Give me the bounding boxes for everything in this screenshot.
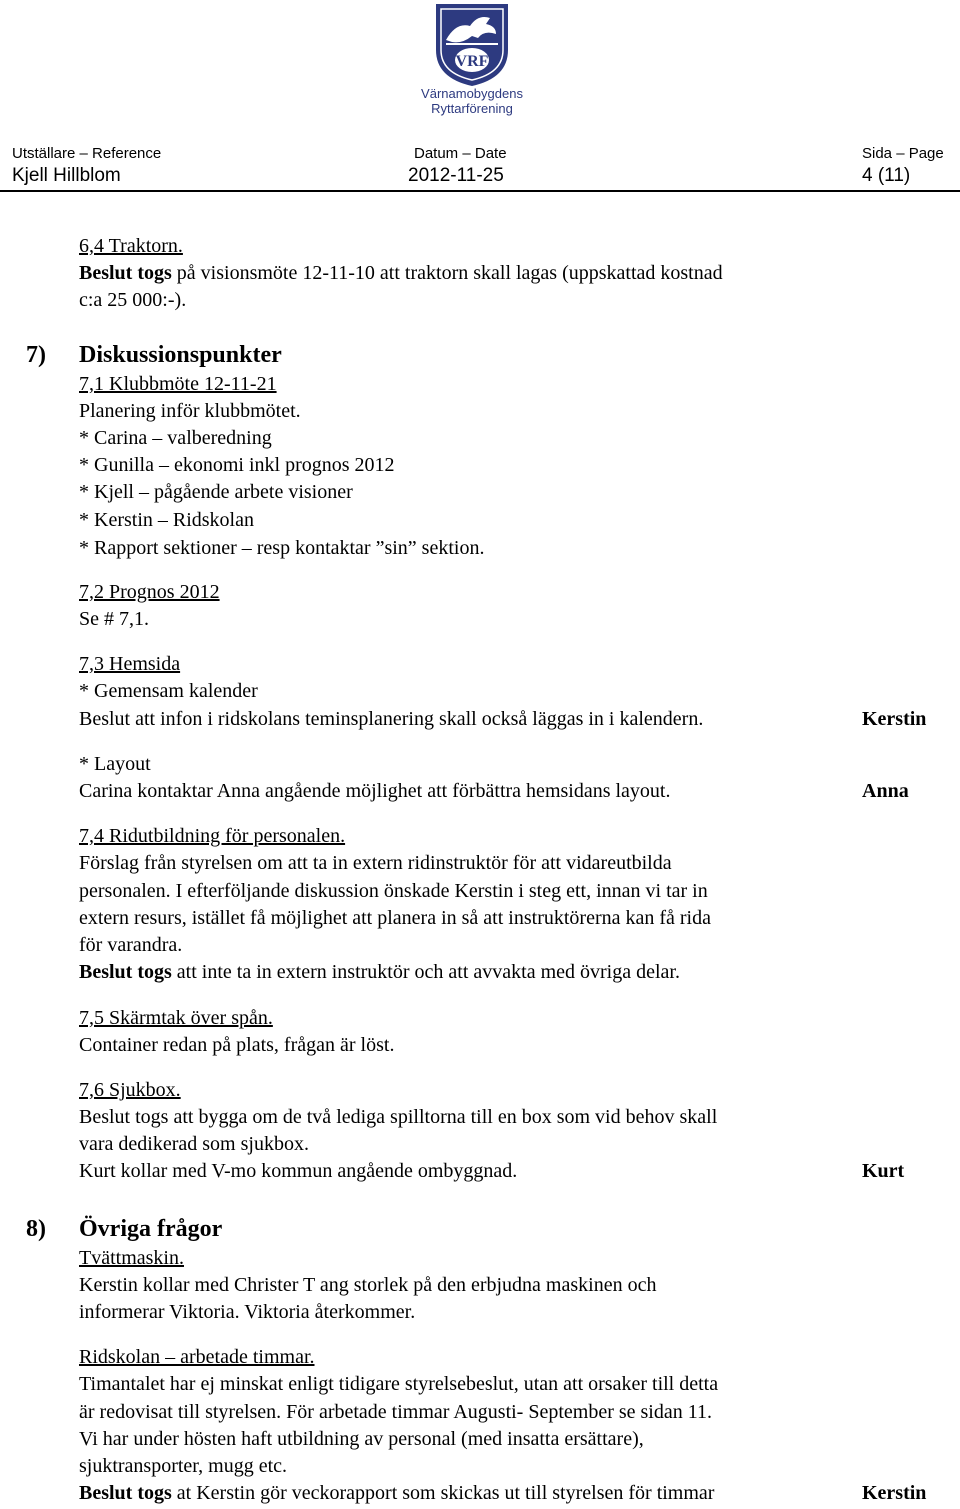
logo-name-line2: Ryttarförening [431,101,513,116]
s71-line: * Kerstin – Ridskolan [79,509,254,531]
section8-number: 8) [26,1216,46,1242]
section7-number: 7) [26,342,46,368]
s72-title: 7,2 Prognos 2012 [79,581,220,603]
s74-decision-rest: att inte ta in extern instruktör och att avvakta med övriga delar. [171,961,680,983]
s73-text2: Carina kontaktar Anna angående möjlighet att förbättra hemsidans layout. [79,780,671,802]
page-label: Sida – Page [862,145,944,162]
s71-line: * Rapport sektioner – resp kontaktar ”sin” sektion. [79,537,485,559]
club-logo [412,0,532,125]
responsible-kurt: Kurt [862,1160,905,1182]
s71-title: 7,1 Klubbmöte 12-11-21 [79,373,277,395]
s74-line: extern resurs, istället få möjlighet att planera in så att instruktörerna kan få rida [79,907,711,929]
s64-line2: c:a 25 000:-). [79,289,187,311]
s74-line: personalen. I efterföljande diskussion önskade Kerstin i steg ett, innan vi tar in [79,880,708,902]
s74-line: för varandra. [79,934,183,956]
s64-title: 6,4 Traktorn. [79,235,183,257]
responsible-kerstin-2: Kerstin [862,1482,927,1504]
s73-item2: * Layout [79,753,151,775]
issuer-value: Kjell Hillblom [12,165,121,186]
s82-line: Vi har under hösten haft utbildning av personal (med insatta ersättare), [79,1428,644,1450]
s75-text: Container redan på plats, frågan är löst. [79,1034,395,1056]
s64-line1-rest: på visionsmöte 12-11-10 att traktorn skall lagas (uppskattad kostnad [171,262,723,284]
s81-line: Kerstin kollar med Christer T ang storlek på den erbjudna maskinen och [79,1274,657,1296]
s73-title: 7,3 Hemsida [79,653,181,675]
s76-line: Kurt kollar med V-mo kommun angående ombyggnad. [79,1160,518,1182]
s74-line: Förslag från styrelsen om att ta in extern ridinstruktör för att vidareutbilda [79,852,672,874]
s82-decision-rest: at Kerstin gör veckorapport som skickas ut till styrelsen för timmar [171,1482,715,1504]
s71-line: * Kjell – pågående arbete visioner [79,481,353,503]
s82-line: sjuktransporter, mugg etc. [79,1455,288,1477]
logo-monogram: VRF [455,53,489,70]
s73-item1: * Gemensam kalender [79,680,258,702]
header-divider [0,190,960,192]
s71-line: * Carina – valberedning [79,427,272,449]
s74-decision-bold: Beslut togs [79,961,172,983]
s71-line: Planering inför klubbmötet. [79,400,301,422]
s82-line: Timantalet har ej minskat enligt tidigare styrelsebeslut, utan att orsaker till detta [79,1373,719,1395]
s82-line: är redovisat till styrelsen. För arbetade timmar Augusti- September se sidan 11. [79,1401,712,1423]
s82-decision [79,1482,714,1504]
s64-line1 [79,262,723,284]
s76-line: vara dedikerad som sjukbox. [79,1133,309,1155]
s81-title: Tvättmaskin. [79,1247,184,1269]
section7-title: Diskussionspunkter [79,342,282,368]
s76-line: Beslut togs att bygga om de två lediga spilltorna till en box som vid behov skall [79,1106,718,1128]
s75-title: 7,5 Skärmtak över spån. [79,1007,273,1029]
page-value: 4 (11) [862,165,911,186]
s82-decision-bold: Beslut togs [79,1482,172,1504]
section8-title: Övriga frågor [79,1216,223,1242]
s74-title: 7,4 Ridutbildning för personalen. [79,825,346,847]
date-value: 2012-11-25 [408,165,504,186]
s72-text: Se # 7,1. [79,608,149,630]
s73-text1: Beslut att infon i ridskolans teminsplanering skall också läggas in i kalendern. [79,708,704,730]
s64-decision-bold: Beslut togs [79,262,172,284]
s74-decision [79,961,680,983]
issuer-label: Utställare – Reference [12,145,162,162]
s76-title: 7,6 Sjukbox. [79,1079,181,1101]
responsible-anna: Anna [862,780,909,802]
s71-line: * Gunilla – ekonomi inkl prognos 2012 [79,454,395,476]
s82-title: Ridskolan – arbetade timmar. [79,1346,315,1368]
s81-line: informerar Viktoria. Viktoria återkommer. [79,1301,416,1323]
responsible-kerstin: Kerstin [862,708,927,730]
date-label: Datum – Date [414,145,507,162]
logo-name-line1: Värnamobygdens [421,86,523,101]
club-crest-icon [412,0,532,88]
